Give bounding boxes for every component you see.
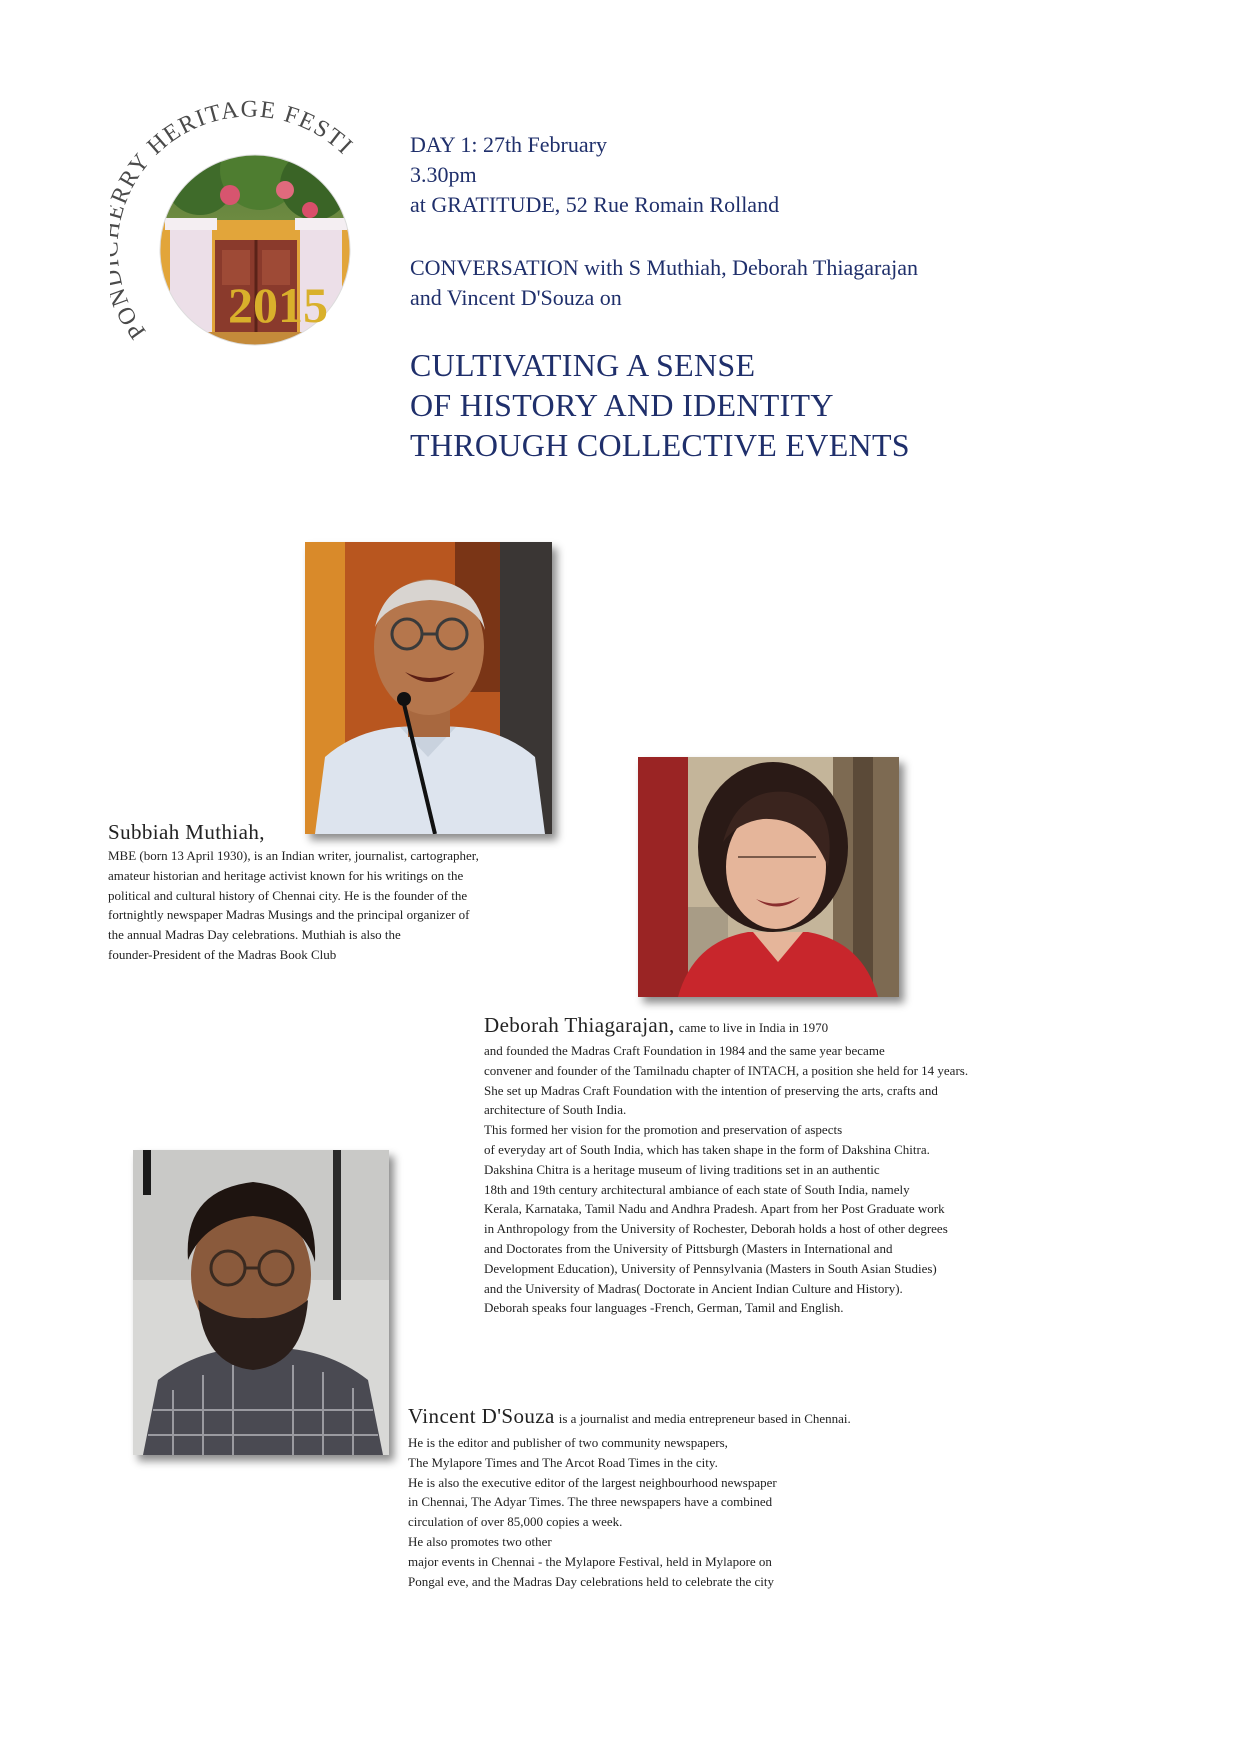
vincent-intro: is a journalist and media entrepreneur based in Chennai. xyxy=(558,1411,851,1426)
bio-line: This formed her vision for the promotion and preservation of aspects xyxy=(484,1122,843,1138)
bio-line: Development Education), University of Pennsylvania (Masters in South Asian Studies) xyxy=(484,1260,937,1276)
bio-line: He is the editor and publisher of two community newspapers, xyxy=(408,1435,728,1450)
bio-line: fortnightly newspaper Madras Musings and the principal organizer of xyxy=(108,907,470,923)
deborah-bio xyxy=(484,1012,968,1318)
bio-line: in Anthropology from the University of Rochester, Deborah holds a host of other degrees xyxy=(484,1221,948,1237)
bio-line: The Mylapore Times and The Arcot Road Times in the city. xyxy=(408,1454,718,1470)
bio-line: and Doctorates from the University of Pittsburgh (Masters in International and xyxy=(484,1240,893,1256)
deborah-name: Deborah Thiagarajan, xyxy=(484,1013,675,1037)
conversation-intro xyxy=(410,253,918,313)
festival-logo xyxy=(110,100,390,380)
event-venue: at GRATITUDE, 52 Rue Romain Rolland xyxy=(410,192,780,217)
muthiah-photo xyxy=(305,542,552,834)
bio-line: convener and founder of the Tamilnadu chapter of INTACH, a position she held for 14 years. xyxy=(484,1062,969,1078)
bio-line: founder-President of the Madras Book Club xyxy=(108,946,337,962)
conversation-line: CONVERSATION with S Muthiah, Deborah Thiagarajan xyxy=(410,255,918,280)
logo-year: 2015 xyxy=(228,277,328,333)
bio-line: She set up Madras Craft Foundation with the intention of preserving the arts, crafts and xyxy=(484,1082,938,1098)
bio-line: and founded the Madras Craft Foundation in 1984 and the same year became xyxy=(484,1043,885,1058)
title-line: CULTIVATING A SENSE xyxy=(410,347,756,383)
bio-line: He also promotes two other xyxy=(408,1533,552,1549)
muthiah-name: Subbiah Muthiah, xyxy=(108,820,265,844)
bio-line: Pongal eve, and the Madras Day celebrations held to celebrate the city xyxy=(408,1573,775,1589)
event-details xyxy=(410,130,779,220)
vincent-bio xyxy=(408,1402,851,1591)
title-line: OF HISTORY AND IDENTITY xyxy=(410,387,834,423)
bio-line: and the University of Madras( Doctorate in Ancient Indian Culture and History). xyxy=(484,1280,903,1296)
bio-line: the annual Madras Day celebrations. Muthiah is also the xyxy=(108,927,401,943)
festival-logo-graphic xyxy=(110,100,390,380)
conversation-line: and Vincent D'Souza on xyxy=(410,285,622,310)
bio-line: political and cultural history of Chennai city. He is the founder of the xyxy=(108,887,468,903)
event-title xyxy=(410,345,910,465)
bio-line: amateur historian and heritage activist known for his writings on the xyxy=(108,867,464,883)
bio-line: in Chennai, The Adyar Times. The three newspapers have a combined xyxy=(408,1494,773,1510)
bio-line: of everyday art of South India, which has taken shape in the form of Dakshina Chitra. xyxy=(484,1141,930,1157)
bio-line: Dakshina Chitra is a heritage museum of living traditions set in an authentic xyxy=(484,1161,880,1177)
bio-line: architecture of South India. xyxy=(484,1102,627,1118)
bio-line: MBE (born 13 April 1930), is an Indian writer, journalist, cartographer, xyxy=(108,848,479,863)
deborah-intro: came to live in India in 1970 xyxy=(678,1020,829,1035)
deborah-photo xyxy=(638,757,899,997)
bio-line: Kerala, Karnataka, Tamil Nadu and Andhra Pradesh. Apart from her Post Graduate work xyxy=(484,1201,945,1217)
title-line: THROUGH COLLECTIVE EVENTS xyxy=(410,427,910,463)
event-time: 3.30pm xyxy=(410,162,477,187)
vincent-name: Vincent D'Souza xyxy=(408,1404,555,1428)
vincent-photo xyxy=(133,1150,389,1455)
bio-line: Deborah speaks four languages -French, German, Tamil and English. xyxy=(484,1300,844,1316)
logo-arc-text: PO RY HERITAGE FESTI xyxy=(111,100,358,344)
bio-line: He is also the executive editor of the largest neighbourhood newspaper xyxy=(408,1474,777,1490)
bio-line: 18th and 19th century architectural ambiance of each state of South India, namely xyxy=(484,1181,910,1197)
muthiah-bio xyxy=(108,818,479,965)
event-day: DAY 1: 27th February xyxy=(410,132,607,157)
bio-line: circulation of over 85,000 copies a week. xyxy=(408,1514,623,1530)
bio-line: major events in Chennai - the Mylapore Festival, held in Mylapore on xyxy=(408,1553,772,1569)
